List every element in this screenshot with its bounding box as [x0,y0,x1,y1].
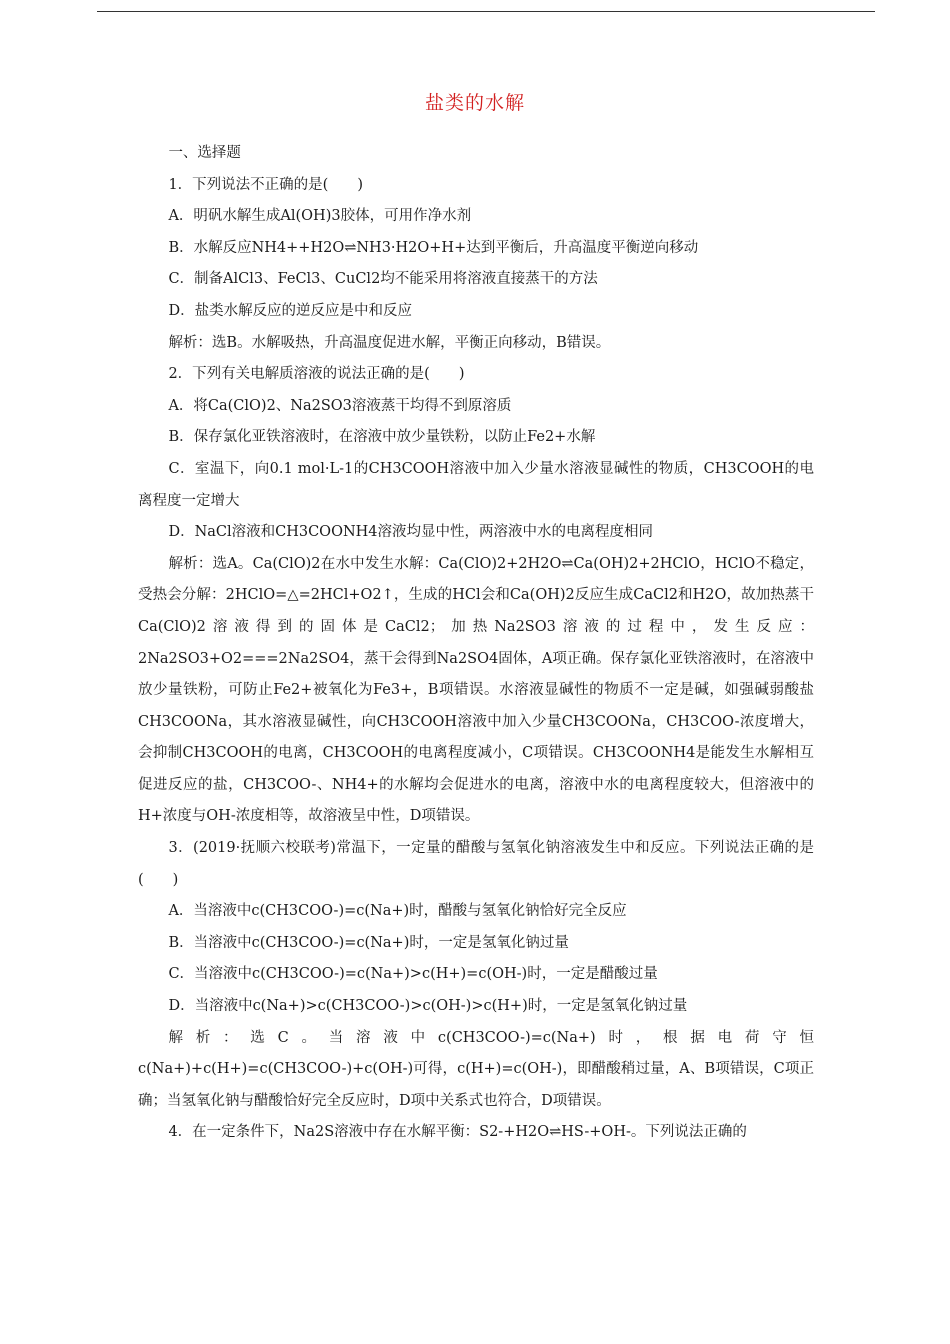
section-heading: 一、选择题 [168,145,241,161]
question-3-option-d: D．当溶液中c(Na+)>c(CH3COO-)>c(OH-)>c(H+)时，一定是氢氧化钠过量 [168,998,688,1015]
question-4: 4．在一定条件下，Na2S溶液中存在水解平衡：S2-+H2O⇌HS-+OH-。下列说法正确的 [168,1124,747,1141]
question-3: 3．(2019·抚顺六校联考)常温下，一定量的醋酸与氢氧化钠溶液发生中和反应。下列说法正确的是( ) [138,840,814,888]
question-3-analysis: 解析：选C。当溶液中c(CH3COO-)=c(Na+)时，根据电荷守恒c(Na+)+c(H+)=c(CH3COO-)+c(OH-)可得，c(H+)=c(OH-)，即醋酸稍过量，A、B项错误，C项正确；当氢氧化钠与醋酸恰好完全反应时，D项中关系式也符合，D项错误。 [138,1029,814,1109]
question-2-option-d: D．NaCl溶液和CH3COONH4溶液均显中性，两溶液中水的电离程度相同 [168,524,654,541]
question-1: 1．下列说法不正确的是( ) [168,176,363,193]
document-body [138,138,814,1149]
question-2-option-a: A．将Ca(ClO)2、Na2SO3溶液蒸干均得不到原溶质 [168,397,512,414]
header-rule [97,11,875,12]
question-1-option-a: A．明矾水解生成Al(OH)3胶体，可用作净水剂 [168,208,472,225]
question-2-analysis: 解析：选A。Ca(ClO)2在水中发生水解：Ca(ClO)2+2H2O⇌Ca(OH)2+2HClO，HClO不稳定，受热会分解：2HClO=△=2HCl+O2↑，生成的HCl会和Ca(OH)2反应生成CaCl2和H2O，故加热蒸干Ca(ClO)2溶液得到的固体是CaCl2；加热Na2SO3溶液的过程中，发生反应：2Na2SO3+O2===2Na2SO4，蒸干会得到Na2SO4固体，A项正确。保存氯化亚铁溶液时，在溶液中放少量铁粉，可防止Fe2+被氧化为Fe3+，B项错误。水溶液显碱性的物质不一定是碱，如强碱弱酸盐CH3COONa，其水溶液显碱性，向CH3COOH溶液中加入少量CH3COONa，CH3COO-浓度增大，会抑制CH3COOH的电离，CH3COOH的电离程度减小，C项错误。CH3COONH4是能发生水解相互促进反应的盐，CH3COO-、NH4+的水解均会促进水的电离，溶液中水的电离程度较大，但溶液中的H+浓度与OH-浓度相等，故溶液呈中性，D项错误。 [138,555,815,825]
question-3-option-b: B．当溶液中c(CH3COO-)=c(Na+)时，一定是氢氧化钠过量 [168,934,569,951]
question-1-option-b: B．水解反应NH4++H2O⇌NH3·H2O+H+达到平衡后，升高温度平衡逆向移动 [168,239,699,256]
question-2-option-c: C．室温下，向0.1 mol·L-1的CH3COOH溶液中加入少量水溶液显碱性的物质，CH3COOH的电离程度一定增大 [138,460,814,509]
question-2-option-b: B．保存氯化亚铁溶液时，在溶液中放少量铁粉，以防止Fe2+水解 [168,429,596,446]
question-1-analysis: 解析：选B。水解吸热，升高温度促进水解，平衡正向移动，B错误。 [168,334,611,351]
question-1-option-c: C．制备AlCl3、FeCl3、CuCl2均不能采用将溶液直接蒸干的方法 [168,271,598,288]
question-2: 2．下列有关电解质溶液的说法正确的是( ) [168,366,465,383]
document-title: 盐类的水解 [424,92,525,114]
question-3-option-c: C．当溶液中c(CH3COO-)=c(Na+)>c(H+)=c(OH-)时，一定是醋酸过量 [168,966,658,983]
question-3-option-a: A．当溶液中c(CH3COO-)=c(Na+)时，醋酸与氢氧化钠恰好完全反应 [168,903,627,920]
question-1-option-d: D．盐类水解反应的逆反应是中和反应 [168,302,413,319]
